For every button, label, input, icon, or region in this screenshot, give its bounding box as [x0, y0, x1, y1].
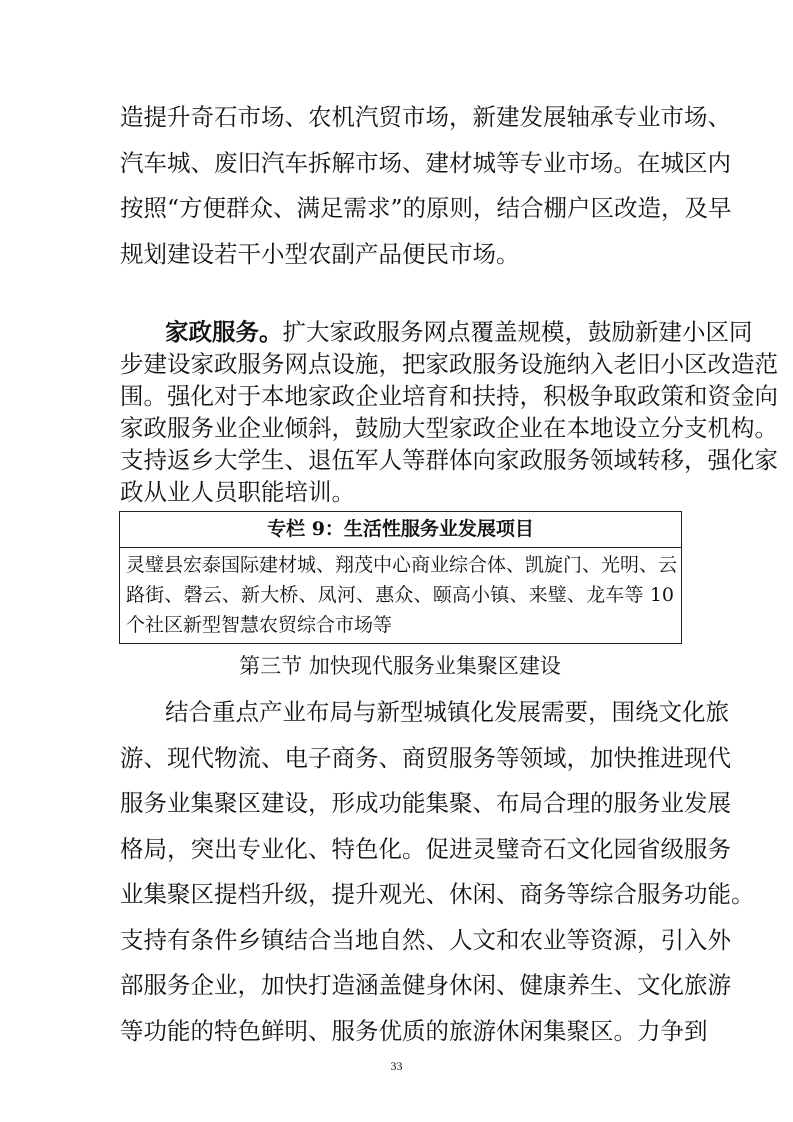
- paragraph-heading: 家政服务。: [165, 318, 283, 346]
- box-text-line: 个社区新型智慧农贸综合市场等: [126, 614, 393, 636]
- box-text-line: 灵璧县宏泰国际建材城、翔茂中心商业综合体、凯旋门、光明、云: [126, 554, 678, 576]
- text-line: 等功能的特色鲜明、服务优质的旅游休闲集聚区。力争到: [120, 1017, 708, 1045]
- text-line: 造提升奇石市场、农机汽贸市场，新建发展轴承专业市场、: [120, 103, 731, 131]
- text-line: 服务业集聚区建设，形成功能集聚、布局合理的服务业发展: [120, 789, 731, 817]
- text-line: 步建设家政服务网点设施，把家政服务设施纳入老旧小区改造范: [120, 350, 778, 378]
- text-line-first: 结合重点产业布局与新型城镇化发展需要，围绕文化旅: [165, 698, 729, 726]
- text-line: 格局，突出专业化、特色化。促进灵璧奇石文化园省级服务: [120, 835, 731, 863]
- text-line: 规划建设若干小型农副产品便民市场。: [120, 240, 520, 268]
- text-line: 部服务企业，加快打造涵盖健身休闲、健康养生、文化旅游: [120, 971, 731, 999]
- text-line: 家政服务业企业倾斜，鼓励大型家政企业在本地设立分支机构。: [120, 414, 778, 442]
- text-line: 汽车城、废旧汽车拆解市场、建材城等专业市场。在城区内: [120, 149, 731, 177]
- text-line-first: [165, 317, 753, 347]
- text-line: 支持有条件乡镇结合当地自然、人文和农业等资源，引入外: [120, 926, 731, 954]
- box-title: 专栏 9：生活性服务业发展项目: [267, 518, 534, 540]
- section-title: 第三节 加快现代服务业集聚区建设: [239, 654, 561, 678]
- page-number: 33: [390, 1059, 403, 1073]
- text-line: 支持返乡大学生、退伍军人等群体向家政服务领域转移，强化家: [120, 446, 778, 474]
- text-line: 政从业人员职能培训。: [120, 478, 355, 506]
- text-run: 扩大家政服务网点覆盖规模，鼓励新建小区同: [282, 318, 753, 346]
- box-divider: [120, 547, 681, 548]
- text-line: 围。强化对于本地家政企业培育和扶持，积极争取政策和资金向: [120, 382, 778, 410]
- box-text-line: 路街、磬云、新大桥、凤河、惠众、颐高小镇、来璧、龙车等 10: [126, 584, 674, 606]
- project-box: [119, 511, 682, 644]
- text-line: 按照“方便群众、满足需求”的原则，结合棚户区改造，及早: [120, 194, 732, 222]
- text-line: 游、现代物流、电子商务、商贸服务等领域，加快推进现代: [120, 744, 731, 772]
- text-line: 业集聚区提档升级，提升观光、休闲、商务等综合服务功能。: [120, 880, 755, 908]
